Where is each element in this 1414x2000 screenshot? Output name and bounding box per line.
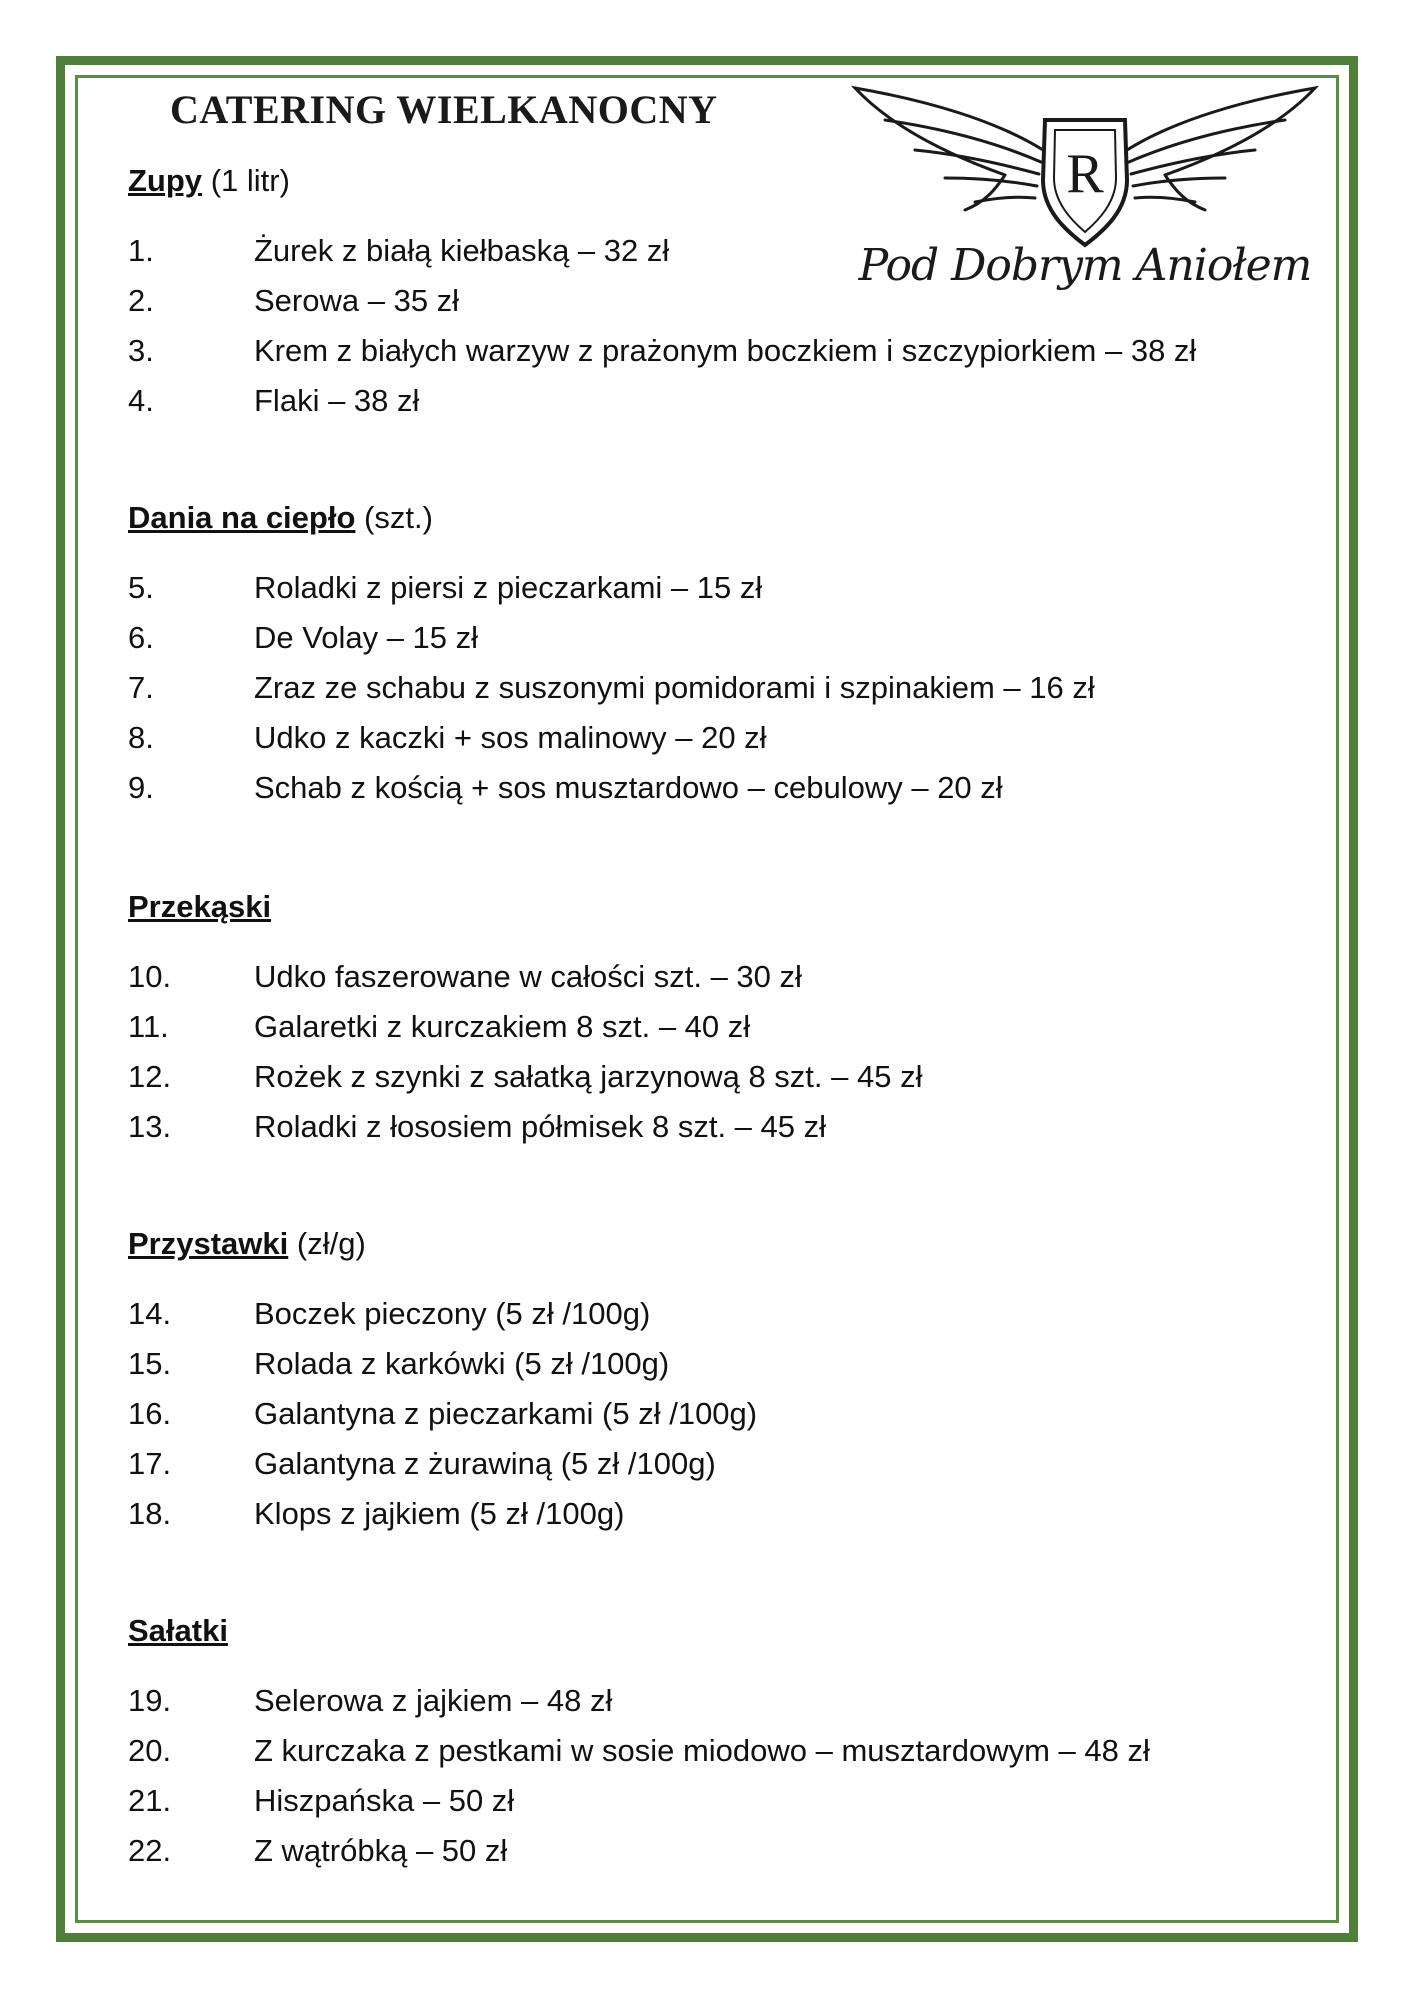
item-text: Roladki z łososiem półmisek 8 szt. – 45 zł: [254, 1109, 827, 1144]
item-number: 8.: [128, 720, 154, 755]
section-name: Sałatki: [128, 1613, 228, 1648]
item-text: Zraz ze schabu z suszonymi pomidorami i szpinakiem – 16 zł: [254, 670, 1095, 705]
item-number: 22.: [128, 1833, 172, 1868]
item-text: Z kurczaka z pestkami w sosie miodowo – musztardowym – 48 zł: [254, 1733, 1150, 1768]
item-text: Roladki z piersi z pieczarkami – 15 zł: [254, 570, 763, 605]
section-unit: (1 litr): [210, 163, 290, 198]
item-text: Boczek pieczony (5 zł /100g): [254, 1296, 651, 1331]
item-text: Galantyna z żurawiną (5 zł /100g): [254, 1446, 716, 1481]
item-number: 7.: [128, 670, 154, 705]
item-text: Żurek z białą kiełbaską – 32 zł: [254, 233, 670, 268]
section-heading-przystawki: [128, 1226, 366, 1262]
item-number: 5.: [128, 570, 154, 605]
item-number: 20.: [128, 1733, 172, 1768]
item-text: Flaki – 38 zł: [254, 383, 420, 418]
item-text: Krem z białych warzyw z prażonym boczkiem i szczypiorkiem – 38 zł: [254, 333, 1197, 368]
item-number: 4.: [128, 383, 154, 418]
item-number: 12.: [128, 1059, 172, 1094]
section-heading-salatki: [128, 1613, 228, 1649]
section-unit: (szt.): [364, 500, 433, 535]
winged-crest-icon: [845, 80, 1325, 250]
item-text: Hiszpańska – 50 zł: [254, 1783, 515, 1818]
section-heading-przekaski: [128, 889, 271, 925]
item-text: Galaretki z kurczakiem 8 szt. – 40 zł: [254, 1009, 751, 1044]
item-text: Z wątróbką – 50 zł: [254, 1833, 508, 1868]
section-unit: (zł/g): [296, 1226, 366, 1261]
section-heading-dania-na-cieplo: [128, 500, 433, 536]
section-name: Przekąski: [128, 889, 272, 924]
item-number: 21.: [128, 1783, 172, 1818]
item-number: 17.: [128, 1446, 172, 1481]
page-title: CATERING WIELKANOCNY: [170, 87, 718, 132]
item-text: Galantyna z pieczarkami (5 zł /100g): [254, 1396, 758, 1431]
item-text: Klops z jajkiem (5 zł /100g): [254, 1496, 625, 1531]
item-number: 18.: [128, 1496, 172, 1531]
item-text: Udko z kaczki + sos malinowy – 20 zł: [254, 720, 767, 755]
restaurant-logo: [845, 80, 1325, 310]
item-text: Udko faszerowane w całości szt. – 30 zł: [254, 959, 802, 994]
item-number: 16.: [128, 1396, 172, 1431]
item-text: De Volay – 15 zł: [254, 620, 479, 655]
item-text: Schab z kością + sos musztardowo – cebulowy – 20 zł: [254, 770, 1003, 805]
item-number: 6.: [128, 620, 154, 655]
item-number: 1.: [128, 233, 154, 268]
item-number: 11.: [128, 1009, 169, 1044]
section-heading-zupy: [128, 163, 290, 199]
section-name: Przystawki: [128, 1226, 289, 1261]
item-text: Serowa – 35 zł: [254, 283, 460, 318]
item-number: 9.: [128, 770, 154, 805]
logo-monogram: R: [1066, 143, 1104, 205]
item-text: Selerowa z jajkiem – 48 zł: [254, 1683, 613, 1718]
item-number: 19.: [128, 1683, 172, 1718]
item-text: Rolada z karkówki (5 zł /100g): [254, 1346, 670, 1381]
logo-name: Pod Dobrym Aniołem: [858, 240, 1312, 291]
item-number: 14.: [128, 1296, 172, 1331]
item-number: 3.: [128, 333, 154, 368]
item-number: 10.: [128, 959, 172, 994]
item-number: 2.: [128, 283, 154, 318]
item-number: 15.: [128, 1346, 172, 1381]
section-name: Dania na ciepło: [128, 500, 356, 535]
item-number: 13.: [128, 1109, 172, 1144]
item-text: Rożek z szynki z sałatką jarzynową 8 szt. – 45 zł: [254, 1059, 923, 1094]
section-name: Zupy: [128, 163, 203, 198]
